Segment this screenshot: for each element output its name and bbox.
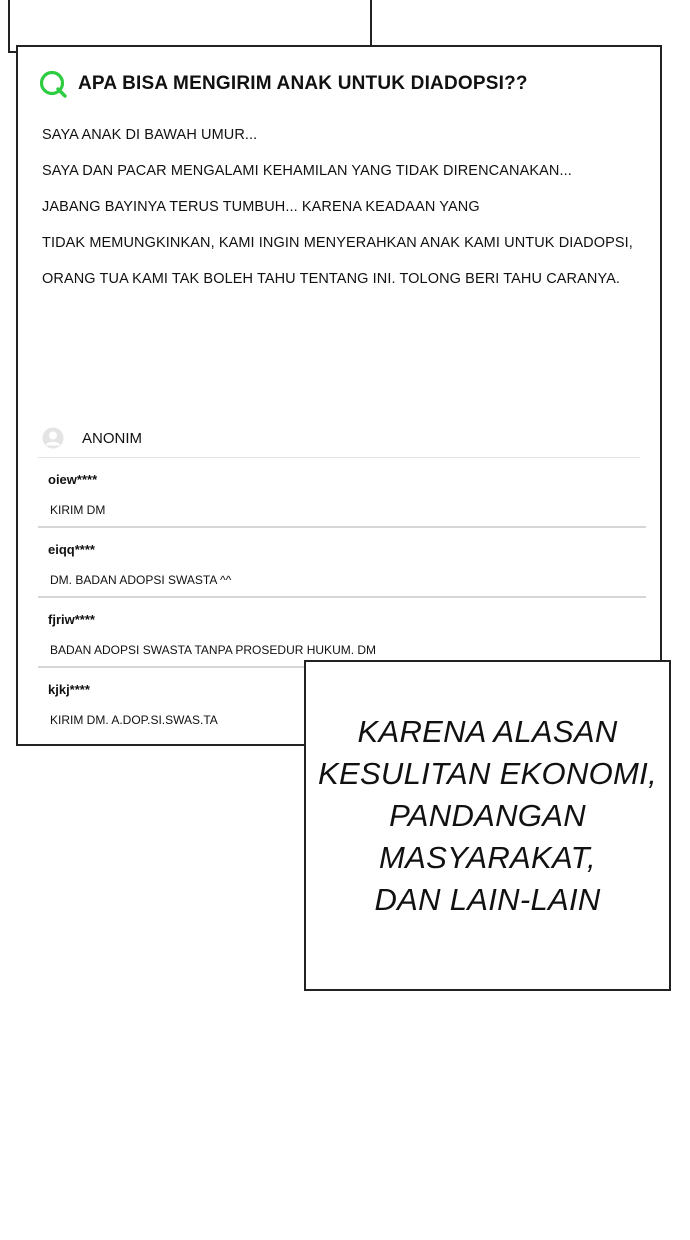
question-line: SAYA ANAK DI BAWAH UMUR...	[42, 127, 258, 143]
question-line: JABANG BAYINYA TERUS TUMBUH... KARENA KEADAAN YANG	[42, 199, 480, 215]
q-logo-icon	[38, 69, 68, 99]
comment-item[interactable]	[38, 458, 646, 528]
comment-item[interactable]	[38, 528, 646, 598]
author-name: ANONIM	[82, 429, 142, 447]
narration-line: MASYARAKAT,	[379, 839, 596, 875]
comment-user: kjkj****	[48, 682, 90, 697]
avatar-icon	[42, 427, 64, 449]
narration-text	[318, 711, 657, 921]
comment-text: KIRIM DM. A.DOP.SI.SWAS.TA	[50, 713, 218, 727]
qa-post-card	[16, 45, 662, 746]
question-line: SAYA DAN PACAR MENGALAMI KEHAMILAN YANG TIDAK DIRENCANAKAN...	[42, 163, 572, 179]
question-author	[42, 427, 142, 449]
question-header	[38, 69, 528, 99]
narration-line: DAN LAIN-LAIN	[374, 881, 601, 917]
comment-user: fjriw****	[48, 612, 95, 627]
question-line: TIDAK MEMUNGKINKAN, KAMI INGIN MENYERAHKAN ANAK KAMI UNTUK DIADOPSI,	[42, 235, 633, 251]
question-title: APA BISA MENGIRIM ANAK UNTUK DIADOPSI??	[78, 73, 528, 94]
narration-line: KARENA ALASAN	[357, 713, 618, 749]
narration-box	[304, 660, 671, 991]
question-body	[42, 117, 642, 297]
narration-line: PANDANGAN	[389, 797, 586, 833]
narration-line: KESULITAN EKONOMI,	[318, 755, 657, 791]
question-line: ORANG TUA KAMI TAK BOLEH TAHU TENTANG INI. TOLONG BERI TAHU CARANYA.	[42, 271, 621, 287]
comment-user: oiew****	[48, 472, 98, 487]
comment-text: BADAN ADOPSI SWASTA TANPA PROSEDUR HUKUM. DM	[50, 643, 377, 657]
comment-text: KIRIM DM	[50, 503, 106, 517]
comment-text: DM. BADAN ADOPSI SWASTA ^^	[50, 573, 232, 587]
comment-user: eiqq****	[48, 542, 95, 557]
comment-item[interactable]	[38, 598, 646, 668]
